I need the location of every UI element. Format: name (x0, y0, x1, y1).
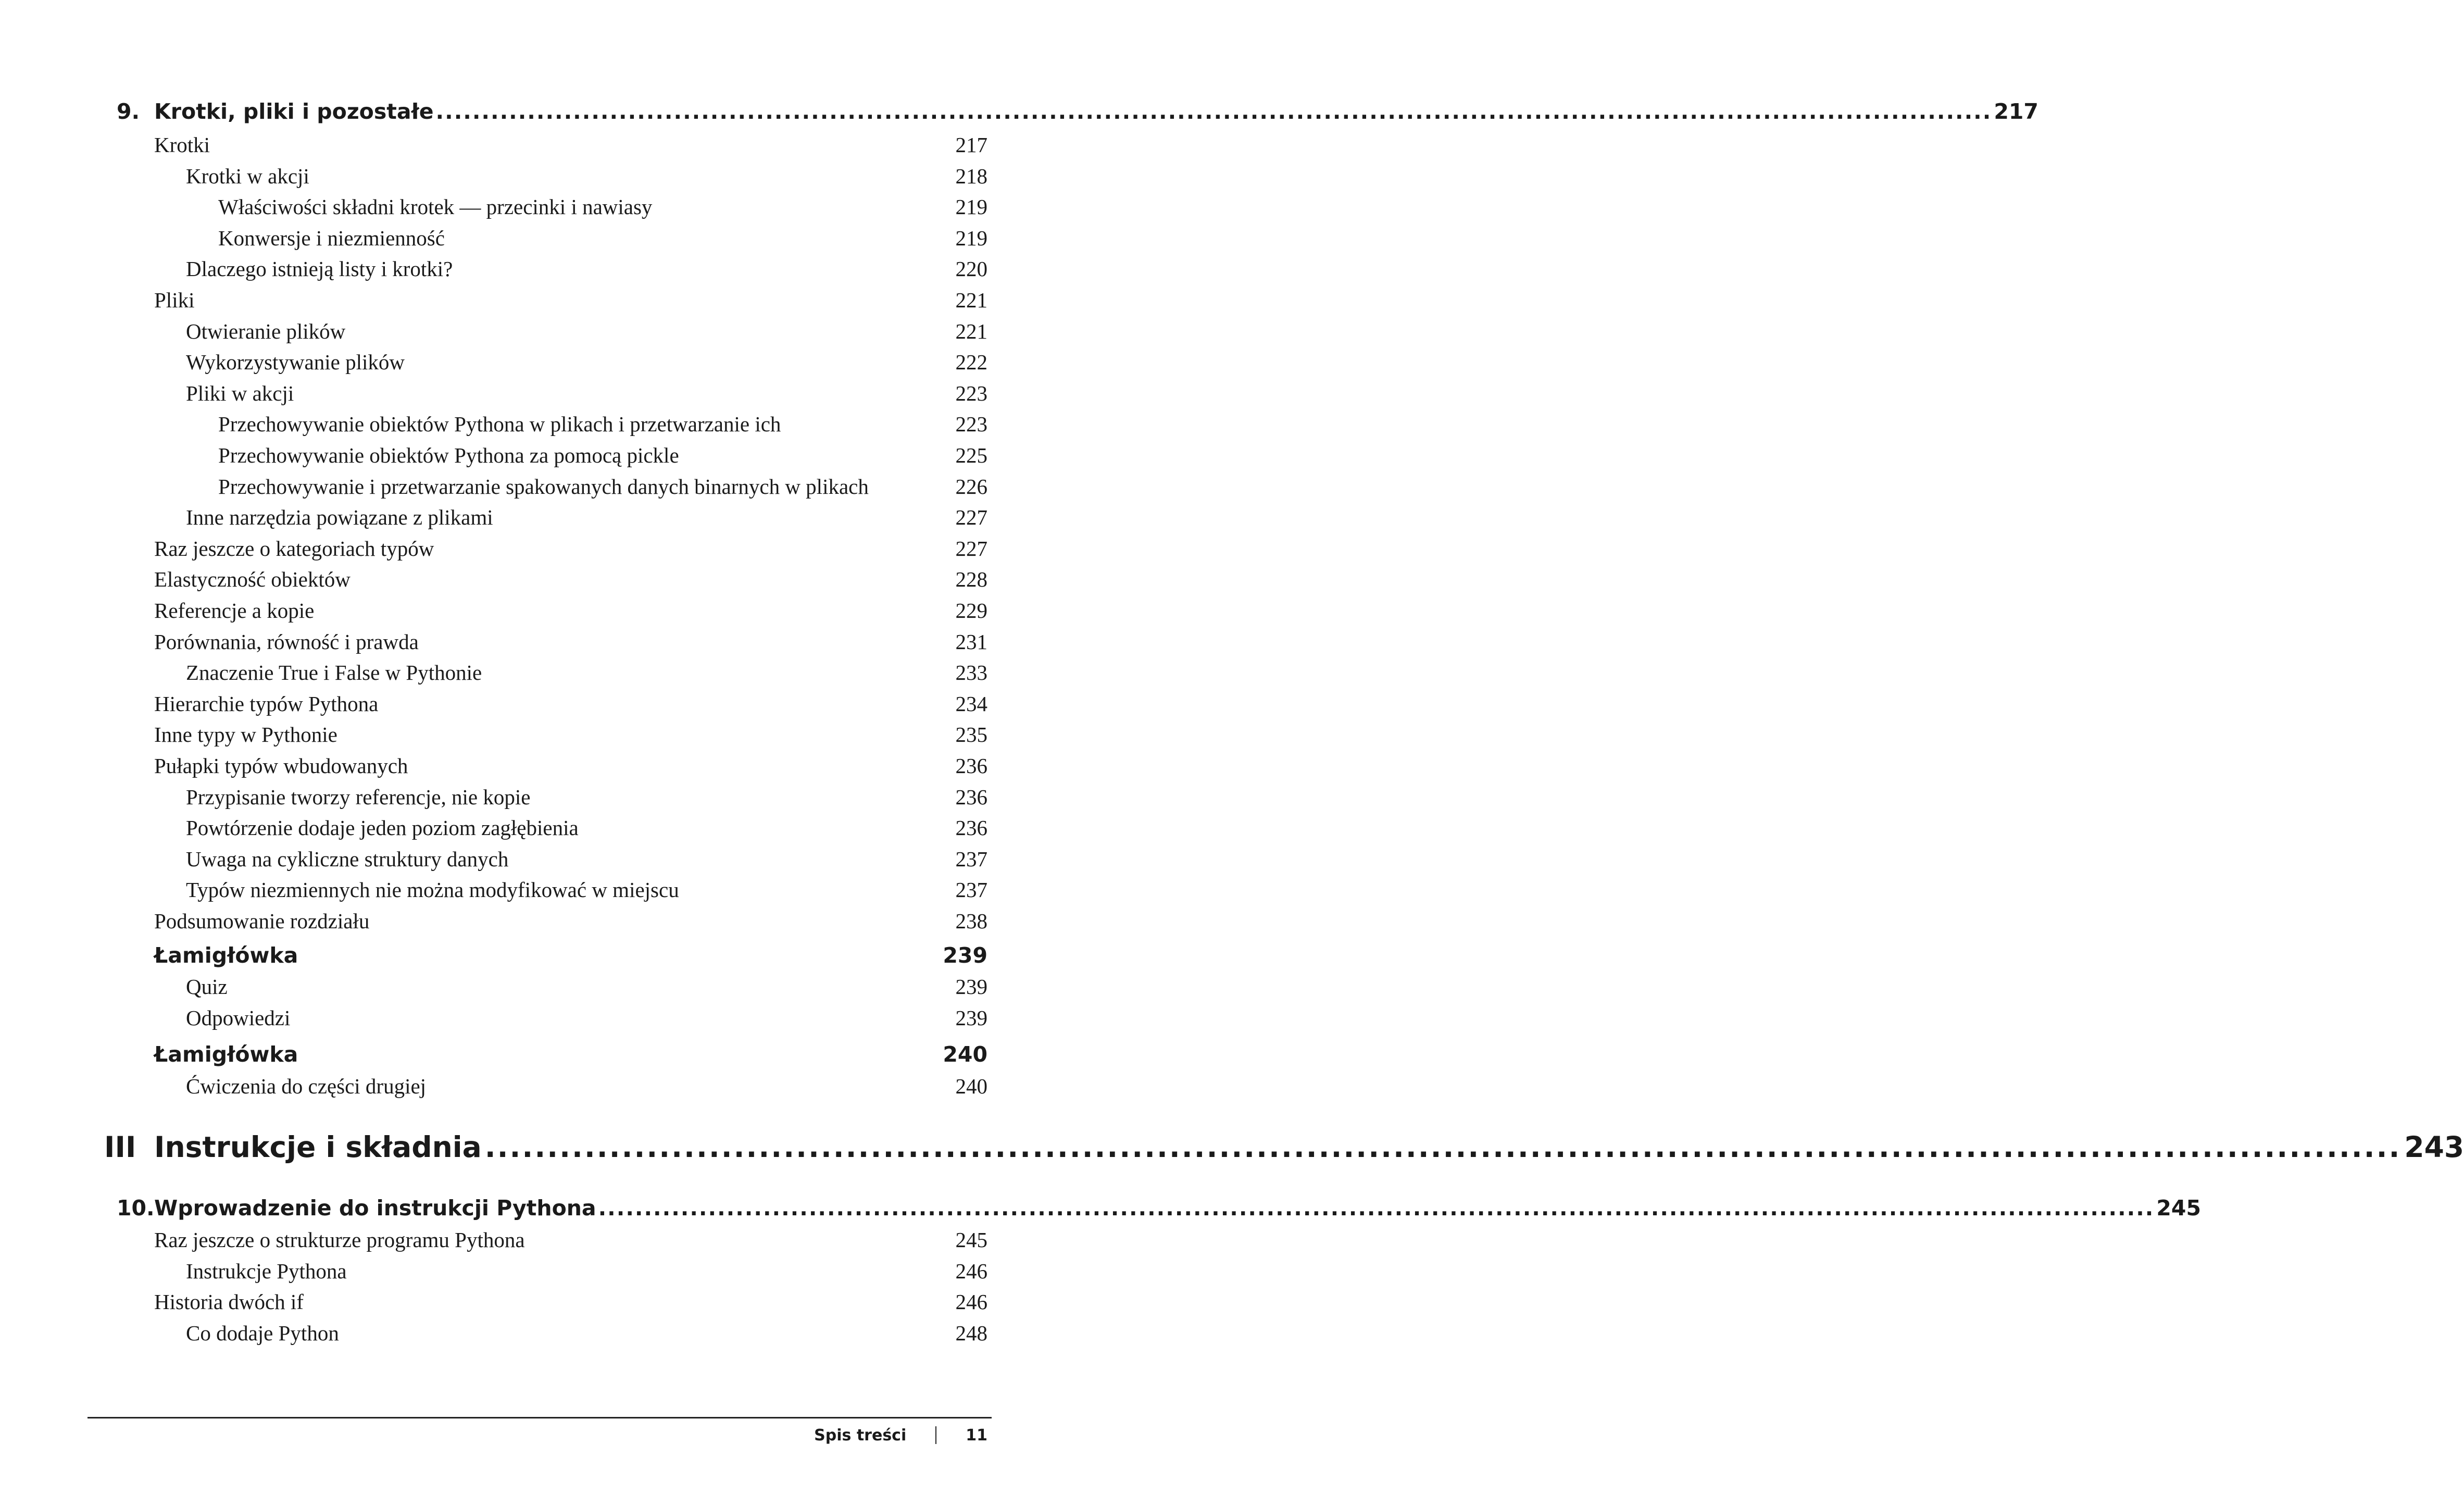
toc-entry-page: 238 (955, 909, 987, 933)
toc-entry-page: 219 (955, 195, 987, 219)
toc-entry-page: 237 (955, 878, 987, 902)
toc-entry-title: Przechowywanie obiektów Pythona za pomocą pickle (218, 443, 679, 467)
toc-entry-title: Krotki (154, 133, 210, 157)
toc-entry-title: Co dodaje Python (186, 1321, 339, 1345)
toc-entry-title: Wykorzystywanie plików (186, 350, 405, 375)
part-number: III (104, 1130, 136, 1164)
footer-page-number: 11 (966, 1426, 987, 1445)
toc-entry-page: 228 (955, 567, 987, 592)
toc-entry-page: 236 (955, 785, 987, 809)
toc-entry-title: Przechowywanie i przetwarzanie spakowanych danych binarnych w plikach (218, 474, 869, 499)
toc-entry-title: Otwieranie plików (186, 319, 346, 343)
footer-separator (935, 1426, 936, 1444)
toc-entry-page: 221 (955, 288, 987, 312)
toc-entry-page: 225 (955, 443, 987, 467)
dot-leader: .......................................................................................................................................................................... (598, 1196, 2155, 1221)
quiz-page: 239 (943, 943, 987, 968)
toc-entry-title: Uwaga na cykliczne struktury danych (186, 847, 509, 871)
part-title: Instrukcje i składnia (154, 1130, 482, 1164)
toc-entry-page: 248 (955, 1321, 987, 1345)
toc-entry-title: Przypisanie tworzy referencje, nie kopie (186, 785, 531, 809)
chapter-number: 10. (117, 1196, 155, 1221)
quiz-title: Łamigłówka (154, 943, 298, 968)
chapter-title: Wprowadzenie do instrukcji Pythona (154, 1196, 596, 1221)
toc-entry-page: 227 (955, 536, 987, 561)
toc-entry-page: 246 (955, 1290, 987, 1314)
toc-entry-title: Dlaczego istnieją listy i krotki? (186, 257, 453, 281)
dot-leader: .......................................................................................................................................................................... (435, 99, 1992, 124)
toc-entry-title: Raz jeszcze o strukturze programu Pythona (154, 1228, 525, 1252)
toc-entry-title: Raz jeszcze o kategoriach typów (154, 536, 434, 561)
toc-entry-page: 246 (955, 1259, 987, 1283)
toc-entry-title: Porównania, równość i prawda (154, 629, 419, 654)
toc-entry-title: Inne typy w Pythonie (154, 723, 337, 747)
toc-entry-title: Przechowywanie obiektów Pythona w plikach i przetwarzanie ich (218, 412, 781, 437)
footer-rule (87, 1417, 992, 1418)
toc-entry-page: 237 (955, 847, 987, 871)
toc-entry-page: 240 (955, 1074, 987, 1098)
toc-entry-page: 236 (955, 754, 987, 778)
footer-section: Spis treści (814, 1426, 907, 1445)
toc-entry-title: Konwersje i niezmienność (218, 226, 445, 250)
part-page: 243 (2404, 1130, 2464, 1164)
toc-entry-title: Podsumowanie rozdziału (154, 909, 370, 933)
toc-entry-title: Powtórzenie dodaje jeden poziom zagłębienia (186, 816, 579, 840)
toc-entry-title: Znaczenie True i False w Pythonie (186, 661, 482, 685)
toc-entry-page: 223 (955, 412, 987, 437)
toc-entry-page: 236 (955, 816, 987, 840)
toc-entry-page: 219 (955, 226, 987, 250)
toc-entry-title: Hierarchie typów Pythona (154, 691, 379, 716)
part-3-heading (0, 1126, 2464, 1168)
chapter-page: 217 (1994, 99, 2038, 124)
toc-entry-page: 218 (955, 164, 987, 188)
page-footer (814, 1422, 987, 1448)
toc-entry-page: 227 (955, 505, 987, 530)
toc-entry-page: 217 (955, 133, 987, 157)
toc-entry-title: Właściwości składni krotek — przecinki i nawiasy (218, 195, 653, 219)
toc-entry-title: Typów niezmiennych nie można modyfikować w miejscu (186, 878, 679, 902)
toc-entry-page: 223 (955, 381, 987, 405)
toc-entry-page: 231 (955, 629, 987, 654)
dot-leader: .......................................................................................................................................................... (484, 1130, 2402, 1164)
chapter-title: Krotki, pliki i pozostałe (154, 99, 434, 124)
toc-entry-title: Elastyczność obiektów (154, 567, 351, 592)
toc-entry-title: Odpowiedzi (186, 1005, 291, 1030)
exercises-page: 240 (943, 1042, 987, 1067)
chapter-10-heading (0, 1192, 2201, 1224)
toc-entry-page: 222 (955, 350, 987, 375)
toc-entry-page: 239 (955, 1005, 987, 1030)
toc-entry-title: Inne narzędzia powiązane z plikami (186, 505, 493, 530)
chapter-9-heading (0, 96, 2038, 127)
toc-entry-title: Referencje a kopie (154, 599, 315, 623)
toc-entry-title: Instrukcje Pythona (186, 1259, 347, 1283)
toc-entry-title: Pułapki typów wbudowanych (154, 754, 408, 778)
toc-entry-page: 233 (955, 661, 987, 685)
toc-entry-page: 220 (955, 257, 987, 281)
toc-entry-title: Pliki w akcji (186, 381, 294, 405)
toc-entry-title: Pliki (154, 288, 195, 312)
toc-entry-page: 221 (955, 319, 987, 343)
toc-entry-title: Krotki w akcji (186, 164, 309, 188)
toc-entry-page: 245 (955, 1228, 987, 1252)
toc-entry-page: 239 (955, 975, 987, 999)
toc-entry-page: 234 (955, 691, 987, 716)
toc-entry-title: Quiz (186, 975, 228, 999)
chapter-page: 245 (2156, 1196, 2201, 1221)
toc-entry-page: 235 (955, 723, 987, 747)
toc-entry-page: 229 (955, 599, 987, 623)
toc-entry-title: Historia dwóch if (154, 1290, 304, 1314)
chapter-number: 9. (117, 99, 140, 124)
toc-entry-title: Ćwiczenia do części drugiej (186, 1074, 427, 1098)
exercises-title: Łamigłówka (154, 1042, 298, 1067)
toc-entry-page: 226 (955, 474, 987, 499)
